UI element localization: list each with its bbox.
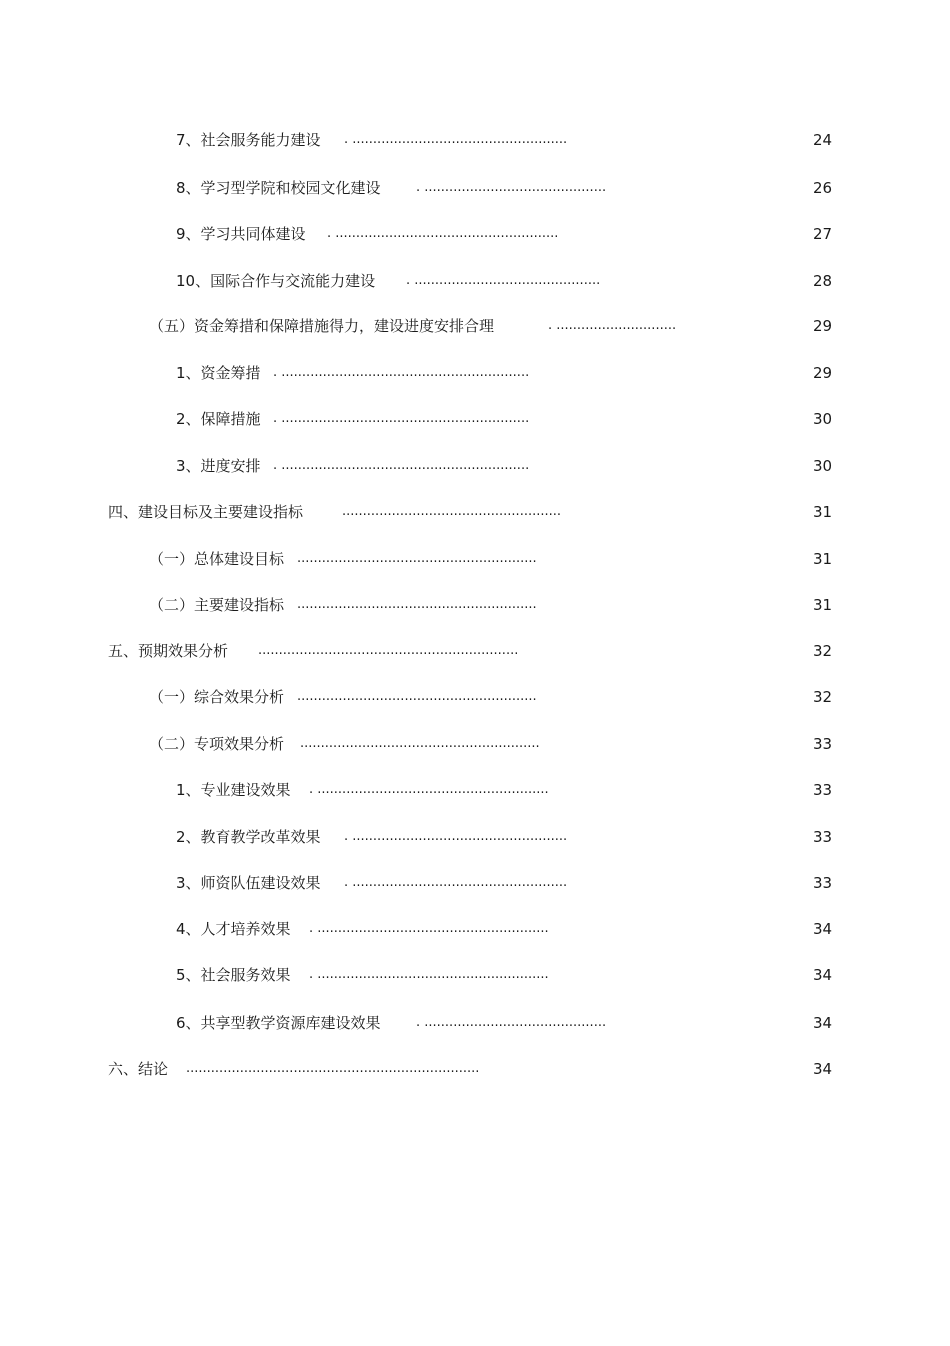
- toc-leader-dots: ..........................................................: [300, 736, 540, 751]
- toc-entry-title: 10、国际合作与交流能力建设: [176, 272, 376, 290]
- toc-page-number: 31: [813, 596, 833, 614]
- toc-entry-safeguards[interactable]: [0, 408, 950, 430]
- toc-entry-resource-library-effect[interactable]: [0, 1012, 950, 1034]
- toc-page-number: 33: [813, 874, 833, 892]
- toc-entry-chapter-4[interactable]: [0, 501, 950, 523]
- toc-entry-special-effect[interactable]: [0, 733, 950, 755]
- toc-leader-dots: ...............................................................: [258, 643, 519, 658]
- toc-leader-dots: . ............................................: [416, 180, 607, 195]
- toc-entry-title: 5、社会服务效果: [176, 966, 291, 984]
- toc-page-number: 34: [813, 920, 833, 938]
- toc-page-number: 33: [813, 828, 833, 846]
- toc-entry-title: （二）专项效果分析: [149, 735, 285, 753]
- toc-entry-9-learning-community[interactable]: [0, 223, 950, 245]
- toc-entry-title: 6、共享型教学资源库建设效果: [176, 1014, 381, 1032]
- toc-page-number: 33: [813, 781, 833, 799]
- toc-page-number: 30: [813, 410, 833, 428]
- toc-entry-title: 7、社会服务能力建设: [176, 131, 321, 149]
- toc-entry-title: 3、师资队伍建设效果: [176, 874, 321, 892]
- toc-entry-faculty-effect[interactable]: [0, 872, 950, 894]
- toc-page-number: 34: [813, 1014, 833, 1032]
- toc-page-number: 27: [813, 225, 833, 243]
- toc-leader-dots: . ........................................................: [309, 782, 549, 797]
- toc-entry-title: 8、学习型学院和校园文化建设: [176, 179, 381, 197]
- toc-leader-dots: . ........................................................: [309, 921, 549, 936]
- toc-page-number: 30: [813, 457, 833, 475]
- toc-leader-dots: ..........................................................: [297, 597, 537, 612]
- toc-entry-key-indicators[interactable]: [0, 594, 950, 616]
- toc-leader-dots: . ............................................................: [273, 458, 530, 473]
- toc-page-number: 31: [813, 550, 833, 568]
- toc-entry-comprehensive-effect[interactable]: [0, 686, 950, 708]
- toc-entry-title: 9、学习共同体建设: [176, 225, 306, 243]
- toc-leader-dots: ..........................................................: [297, 551, 537, 566]
- toc-entry-schedule[interactable]: [0, 455, 950, 477]
- toc-entry-8-learning-campus[interactable]: [0, 177, 950, 199]
- toc-entry-fund-raising[interactable]: [0, 362, 950, 384]
- toc-leader-dots: ..........................................................: [297, 689, 537, 704]
- toc-leader-dots: .....................................................: [342, 504, 562, 519]
- toc-entry-title: 3、进度安排: [176, 457, 261, 475]
- toc-entry-overall-goals[interactable]: [0, 548, 950, 570]
- toc-leader-dots: . ....................................................: [344, 875, 568, 890]
- toc-page-number: 29: [813, 317, 833, 335]
- toc-entry-talent-effect[interactable]: [0, 918, 950, 940]
- toc-entry-7-social-service[interactable]: [0, 129, 950, 151]
- toc-entry-5-funding[interactable]: [0, 315, 950, 337]
- toc-leader-dots: .......................................................................: [186, 1061, 480, 1076]
- toc-entry-title: （五）资金筹措和保障措施得力，建设进度安排合理: [149, 317, 495, 335]
- toc-leader-dots: . ........................................................: [309, 967, 549, 982]
- toc-page-number: 33: [813, 735, 833, 753]
- toc-leader-dots: . ......................................................: [327, 226, 559, 241]
- toc-leader-dots: . ............................................: [416, 1015, 607, 1030]
- toc-leader-dots: . ............................................................: [273, 411, 530, 426]
- toc-page-number: 26: [813, 179, 833, 197]
- toc-leader-dots: . .............................: [548, 318, 677, 333]
- toc-entry-title: （一）综合效果分析: [149, 688, 285, 706]
- toc-entry-major-effect[interactable]: [0, 779, 950, 801]
- toc-page-number: 31: [813, 503, 833, 521]
- toc-entry-10-international[interactable]: [0, 270, 950, 292]
- toc-entry-social-service-effect[interactable]: [0, 964, 950, 986]
- toc-leader-dots: . ............................................................: [273, 365, 530, 380]
- toc-page-number: 32: [813, 642, 833, 660]
- toc-entry-title: 1、资金筹措: [176, 364, 261, 382]
- toc-entry-title: 1、专业建设效果: [176, 781, 291, 799]
- toc-entry-title: 五、预期效果分析: [108, 642, 229, 660]
- toc-page-number: 34: [813, 1060, 833, 1078]
- toc-entry-title: 四、建设目标及主要建设指标: [108, 503, 304, 521]
- toc-leader-dots: . ....................................................: [344, 132, 568, 147]
- toc-entry-title: 2、保障措施: [176, 410, 261, 428]
- toc-page-number: 24: [813, 131, 833, 149]
- toc-page-number: 29: [813, 364, 833, 382]
- toc-entry-title: 4、人才培养效果: [176, 920, 291, 938]
- toc-entry-teaching-reform-effect[interactable]: [0, 826, 950, 848]
- toc-page-number: 28: [813, 272, 833, 290]
- toc-entry-chapter-6-conclusion[interactable]: [0, 1058, 950, 1080]
- toc-entry-title: （二）主要建设指标: [149, 596, 285, 614]
- toc-entry-title: 六、结论: [108, 1060, 169, 1078]
- toc-page-number: 32: [813, 688, 833, 706]
- toc-entry-chapter-5[interactable]: [0, 640, 950, 662]
- toc-page-number: 34: [813, 966, 833, 984]
- toc-entry-title: （一）总体建设目标: [149, 550, 285, 568]
- toc-leader-dots: . .............................................: [406, 273, 601, 288]
- toc-leader-dots: . ....................................................: [344, 829, 568, 844]
- toc-entry-title: 2、教育教学改革效果: [176, 828, 321, 846]
